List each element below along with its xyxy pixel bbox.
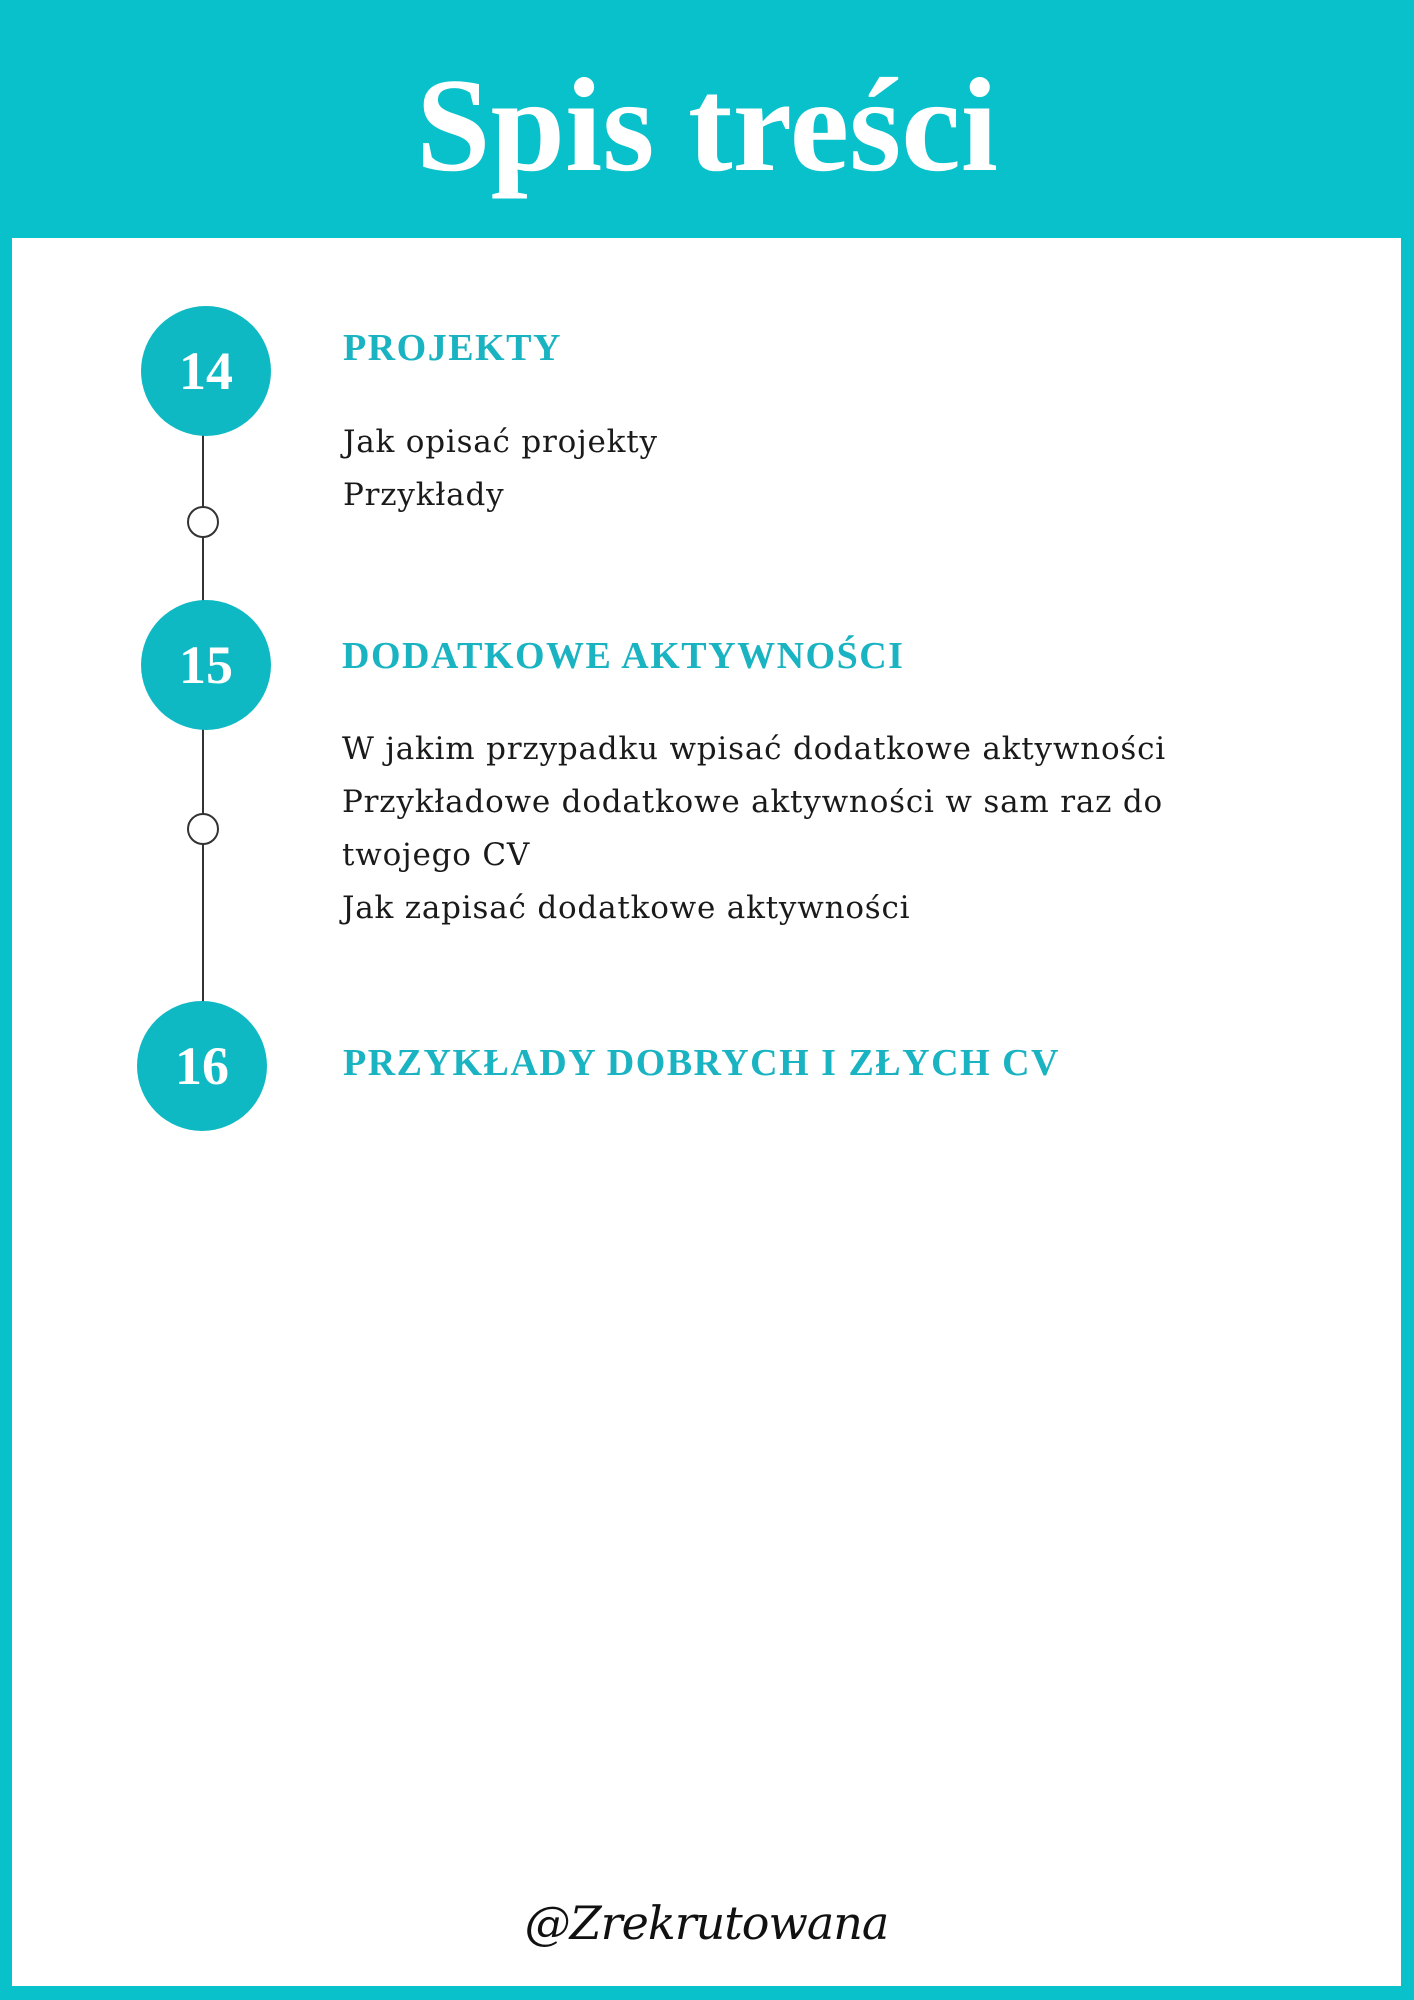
section-title: PROJEKTY — [343, 327, 562, 369]
header-banner — [0, 0, 1414, 238]
list-item: Jak opisać projekty — [343, 424, 658, 460]
section-number: 15 — [179, 635, 233, 695]
section-number-badge — [137, 1001, 267, 1131]
timeline-line — [202, 728, 204, 1003]
list-item: Jak zapisać dodatkowe aktywności — [342, 890, 911, 926]
list-item: W jakim przypadku wpisać dodatkowe aktywności — [342, 731, 1167, 767]
section-items — [343, 416, 658, 522]
timeline-dot — [187, 813, 219, 845]
signature: @Zrekrutowana — [524, 1896, 889, 1950]
list-item: Przykłady — [343, 477, 505, 513]
section-number-badge — [141, 600, 271, 730]
content-sheet — [12, 238, 1401, 1986]
section-number: 16 — [175, 1036, 229, 1096]
section-items — [342, 723, 1166, 935]
section-title: PRZYKŁADY DOBRYCH I ZŁYCH CV — [343, 1042, 1060, 1084]
list-item: Przykładowe dodatkowe aktywności w sam raz do — [342, 784, 1164, 820]
section-title: DODATKOWE AKTYWNOŚCI — [342, 635, 905, 677]
timeline-dot — [187, 506, 219, 538]
page-title: Spis treści — [416, 51, 998, 199]
list-item: twojego CV — [342, 837, 531, 873]
section-number: 14 — [179, 341, 233, 401]
section-number-badge — [141, 306, 271, 436]
